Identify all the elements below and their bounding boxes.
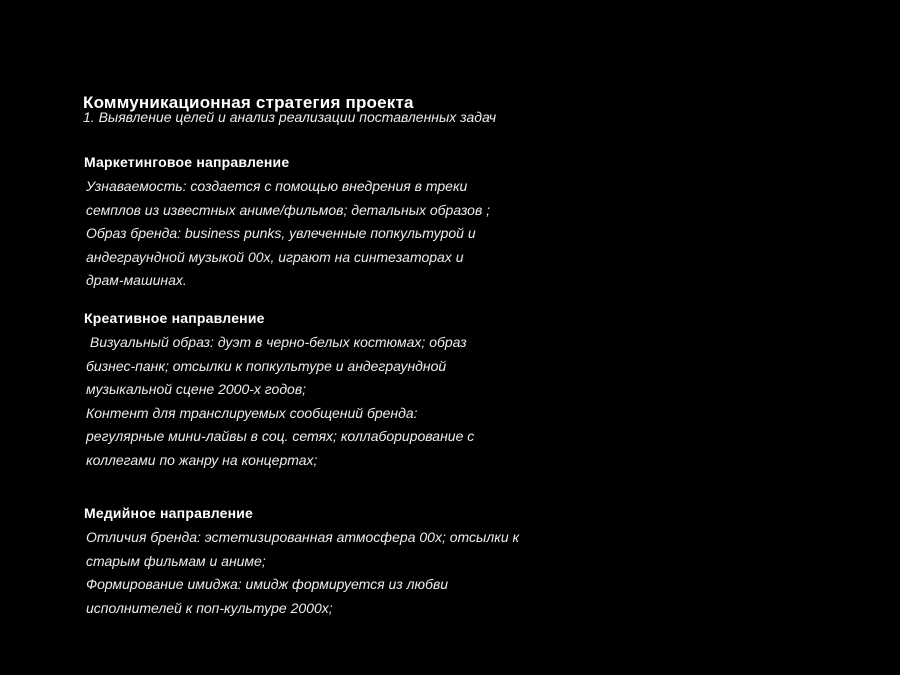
section-heading-creative: Креативное направление bbox=[84, 310, 265, 326]
body-line: бизнес-панк; отсылки к попкультуре и андеграундной bbox=[86, 357, 447, 374]
section-body-marketing bbox=[86, 175, 844, 293]
body-line: коллегами по жанру на концертах; bbox=[86, 451, 318, 468]
body-line: Отличия бренда: эстетизированная атмосфера 00х; отсылки к bbox=[86, 529, 520, 545]
body-line: семплов из известных аниме/фильмов; детальных образов ; bbox=[86, 201, 491, 218]
body-line: Контент для транслируемых сообщений бренда: bbox=[86, 404, 418, 421]
body-line: андеграундной музыкой 00х, играют на синтезаторах и bbox=[86, 248, 464, 265]
body-line: Образ бренда: business punks, увлеченные попкультурой и bbox=[86, 225, 476, 241]
section-media bbox=[84, 503, 844, 620]
section-heading-media: Медийное направление bbox=[84, 505, 254, 521]
section-creative bbox=[84, 308, 844, 472]
section-body-creative bbox=[86, 331, 844, 472]
body-line: исполнителей к поп-культуре 2000х; bbox=[86, 599, 333, 616]
body-line: Формирование имиджа: имидж формируется из любви bbox=[86, 576, 449, 592]
body-line: старым фильмам и аниме; bbox=[86, 552, 266, 569]
body-line: Визуальный образ: дуэт в черно-белых костюмах; образ bbox=[86, 334, 467, 350]
body-line: музыкальной сцене 2000-х годов; bbox=[86, 381, 307, 397]
section-heading-marketing: Маркетинговое направление bbox=[84, 154, 290, 170]
section-marketing bbox=[84, 152, 844, 293]
slide-subtitle: 1. Выявление целей и анализ реализации поставленных задач bbox=[83, 109, 497, 125]
section-body-media bbox=[86, 526, 844, 620]
body-line: Узнаваемость: создается с помощью внедрения в треки bbox=[86, 178, 468, 194]
body-line: регулярные мини-лайвы в соц. сетях; коллаборирование с bbox=[86, 428, 475, 444]
page-title: Коммуникационная стратегия проекта bbox=[83, 93, 414, 113]
body-line: драм-машинах. bbox=[86, 272, 187, 288]
